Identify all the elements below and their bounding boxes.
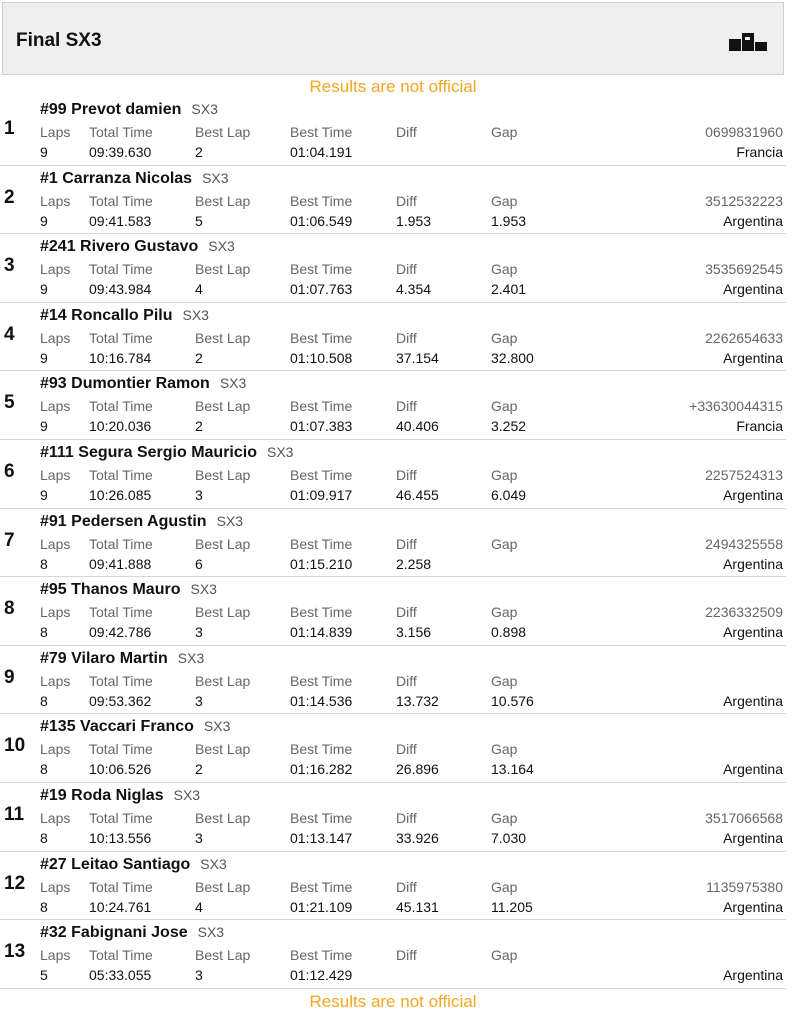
best-time-value: 01:06.549	[290, 212, 353, 229]
laps-label: Laps	[40, 741, 71, 758]
rider-name	[40, 101, 218, 119]
position: 8	[4, 598, 15, 620]
best-lap-value: 2	[195, 144, 203, 160]
best-lap-value: 3	[195, 967, 203, 984]
class-badge: SX3	[219, 375, 247, 392]
position: 4	[4, 323, 15, 345]
best-time-value: 01:21.109	[290, 898, 353, 915]
best-time-label: Best Time	[290, 192, 353, 209]
result-row[interactable]	[0, 371, 786, 440]
class-badge: SX3	[190, 581, 217, 598]
result-row[interactable]	[0, 234, 786, 303]
total-time-value: 10:26.085	[89, 486, 152, 503]
rider-name-text: #19 Roda Niglas	[40, 786, 164, 804]
gap-label: Gap	[491, 672, 518, 689]
diff-label: Diff	[396, 398, 417, 415]
result-row[interactable]	[0, 577, 786, 646]
laps-value: 9	[40, 144, 48, 160]
position: 12	[4, 872, 26, 894]
diff-label: Diff	[396, 672, 417, 689]
gap-label: Gap	[491, 124, 518, 140]
best-lap-value: 4	[195, 281, 203, 298]
best-time-label: Best Time	[290, 329, 353, 346]
total-time-value: 10:06.526	[89, 761, 152, 778]
total-time-value: 09:41.888	[89, 555, 152, 572]
best-lap-value: 3	[195, 692, 203, 709]
best-time-value: 01:10.508	[290, 349, 353, 366]
best-lap-value: 2	[195, 349, 203, 366]
laps-value: 8	[40, 761, 48, 778]
podium-icon[interactable]	[725, 31, 771, 53]
total-time-label: Total Time	[89, 878, 153, 895]
total-time-value: 05:33.055	[89, 967, 152, 984]
header-bar	[2, 2, 784, 75]
gap-label: Gap	[491, 809, 518, 826]
laps-label: Laps	[40, 398, 71, 415]
country: Argentina	[723, 555, 783, 572]
diff-value: 33.926	[396, 829, 439, 846]
total-time-label: Total Time	[89, 672, 153, 689]
total-time-value: 09:41.583	[89, 212, 152, 229]
total-time-value: 09:39.630	[89, 144, 152, 160]
result-row[interactable]	[0, 646, 786, 715]
position: 9	[4, 666, 15, 688]
diff-value: 2.258	[396, 555, 432, 572]
best-time-value: 01:12.429	[290, 967, 353, 984]
best-lap-value: 6	[195, 555, 203, 572]
class-badge: SX3	[177, 649, 205, 666]
diff-label: Diff	[396, 741, 417, 758]
laps-value: 9	[40, 281, 48, 298]
country: Argentina	[723, 349, 783, 366]
rider-name	[40, 375, 246, 393]
laps-value: 8	[40, 829, 48, 846]
laps-value: 9	[40, 486, 48, 503]
best-lap-label: Best Lap	[195, 329, 251, 346]
best-lap-label: Best Lap	[195, 466, 251, 483]
best-time-value: 01:09.917	[290, 486, 353, 503]
best-time-label: Best Time	[290, 535, 353, 552]
gap-value: 2.401	[491, 281, 527, 298]
position: 7	[4, 529, 15, 551]
gap-label: Gap	[491, 466, 518, 483]
rider-name	[40, 307, 209, 325]
best-lap-value: 3	[195, 624, 203, 641]
country: Argentina	[723, 761, 783, 778]
gap-label: Gap	[491, 604, 518, 621]
total-time-label: Total Time	[89, 741, 153, 758]
diff-label: Diff	[396, 535, 417, 552]
best-time-label: Best Time	[290, 947, 353, 964]
result-row[interactable]	[0, 97, 786, 166]
gap-label: Gap	[491, 192, 518, 209]
phone-number: 0699831960	[705, 124, 783, 140]
laps-value: 8	[40, 898, 48, 915]
gap-value: 6.049	[491, 486, 527, 503]
total-time-label: Total Time	[89, 192, 153, 209]
best-time-label: Best Time	[290, 741, 353, 758]
best-lap-value: 3	[195, 829, 203, 846]
rider-name-text: #79 Vilaro Martin	[40, 649, 168, 667]
diff-label: Diff	[396, 329, 417, 346]
best-lap-value: 2	[195, 418, 203, 435]
rider-name	[40, 787, 200, 805]
result-row[interactable]	[0, 509, 786, 578]
best-lap-label: Best Lap	[195, 535, 251, 552]
diff-label: Diff	[396, 809, 417, 826]
unofficial-notice-bottom: Results are not official	[309, 992, 477, 1011]
best-lap-label: Best Lap	[195, 672, 251, 689]
best-time-value: 01:04.191	[290, 144, 353, 160]
laps-value: 8	[40, 692, 48, 709]
phone-number: 1135975380	[706, 878, 783, 895]
rider-name	[40, 718, 230, 736]
gap-value: 11.205	[491, 898, 533, 915]
best-lap-label: Best Lap	[195, 604, 251, 621]
best-time-value: 01:14.839	[290, 624, 353, 641]
laps-value: 8	[40, 555, 48, 572]
phone-number: 2494325558	[705, 535, 783, 552]
total-time-label: Total Time	[89, 604, 153, 621]
phone-number: 3535692545	[705, 261, 783, 278]
result-row[interactable]	[0, 852, 786, 921]
laps-value: 9	[40, 212, 48, 229]
gap-value: 0.898	[491, 624, 527, 641]
class-badge: SX3	[173, 786, 201, 803]
total-time-value: 10:24.761	[89, 898, 152, 915]
class-badge: SX3	[182, 306, 209, 323]
rider-name	[40, 238, 235, 256]
total-time-label: Total Time	[89, 809, 153, 826]
best-lap-label: Best Lap	[195, 398, 251, 415]
gap-value: 10.576	[491, 692, 534, 709]
diff-value: 45.131	[396, 898, 439, 915]
gap-label: Gap	[491, 878, 518, 895]
best-time-label: Best Time	[290, 124, 353, 140]
best-time-label: Best Time	[290, 466, 353, 483]
best-lap-label: Best Lap	[195, 192, 251, 209]
gap-value: 1.953	[491, 212, 527, 229]
rider-name-text: #27 Leitao Santiago	[40, 855, 191, 873]
rider-name-text: #241 Rivero Gustavo	[40, 238, 199, 256]
laps-label: Laps	[40, 466, 71, 483]
rider-name	[40, 170, 229, 188]
rider-name	[40, 581, 217, 599]
rider-name-text: #95 Thanos Mauro	[40, 581, 181, 599]
diff-value: 3.156	[396, 624, 432, 641]
laps-label: Laps	[40, 809, 71, 826]
position: 6	[4, 460, 15, 482]
position: 5	[4, 392, 15, 414]
rider-name	[40, 513, 243, 531]
best-time-value: 01:15.210	[290, 555, 353, 572]
country: Francia	[736, 144, 783, 160]
laps-label: Laps	[40, 672, 71, 689]
country: Francia	[736, 418, 783, 435]
phone-number: 2262654633	[705, 329, 783, 346]
best-time-value: 01:07.763	[290, 281, 353, 298]
best-lap-value: 2	[195, 761, 203, 778]
results-list	[0, 97, 786, 989]
total-time-label: Total Time	[89, 535, 153, 552]
rider-name	[40, 924, 224, 942]
total-time-label: Total Time	[89, 466, 153, 483]
page-title: Final SX3	[16, 30, 102, 51]
class-badge: SX3	[200, 855, 227, 872]
class-badge: SX3	[266, 443, 294, 460]
laps-label: Laps	[40, 604, 71, 621]
position: 3	[4, 255, 15, 277]
diff-label: Diff	[396, 124, 417, 140]
laps-label: Laps	[40, 535, 71, 552]
class-badge: SX3	[216, 512, 244, 529]
best-lap-label: Best Lap	[195, 124, 251, 140]
result-row[interactable]	[0, 783, 786, 852]
total-time-label: Total Time	[89, 261, 153, 278]
country: Argentina	[723, 829, 783, 846]
laps-label: Laps	[40, 947, 71, 964]
total-time-value: 09:53.362	[89, 692, 152, 709]
rider-name-text: #111 Segura Sergio Mauricio	[40, 443, 257, 461]
rider-name-text: #135 Vaccari Franco	[40, 718, 194, 736]
total-time-value: 10:20.036	[89, 418, 152, 435]
diff-value: 40.406	[396, 418, 439, 435]
gap-value: 3.252	[491, 418, 527, 435]
class-badge: SX3	[197, 924, 225, 941]
result-row[interactable]	[0, 440, 786, 509]
gap-value: 7.030	[491, 829, 527, 846]
diff-label: Diff	[396, 947, 417, 964]
gap-label: Gap	[491, 398, 518, 415]
diff-value: 1.953	[396, 212, 432, 229]
gap-label: Gap	[491, 535, 518, 552]
phone-number: 3517066568	[705, 809, 783, 826]
total-time-label: Total Time	[89, 124, 153, 140]
country: Argentina	[723, 692, 783, 709]
gap-value: 13.164	[491, 761, 534, 778]
laps-value: 5	[40, 967, 48, 984]
class-badge: SX3	[208, 238, 235, 255]
laps-value: 8	[40, 624, 48, 641]
best-lap-value: 3	[195, 486, 203, 503]
diff-value: 13.732	[396, 692, 439, 709]
best-lap-label: Best Lap	[195, 809, 251, 826]
position: 2	[4, 186, 15, 208]
total-time-value: 10:16.784	[89, 349, 152, 366]
country: Argentina	[723, 281, 783, 298]
phone-number: 2236332509	[705, 604, 783, 621]
total-time-value: 10:13.556	[89, 829, 152, 846]
diff-label: Diff	[396, 192, 417, 209]
total-time-label: Total Time	[89, 947, 153, 964]
rider-name	[40, 856, 227, 874]
laps-label: Laps	[40, 124, 71, 140]
rider-name-text: #93 Dumontier Ramon	[40, 375, 210, 393]
diff-value: 26.896	[396, 761, 439, 778]
total-time-label: Total Time	[89, 329, 153, 346]
laps-label: Laps	[40, 878, 71, 895]
best-lap-label: Best Lap	[195, 261, 251, 278]
phone-number: 3512532223	[705, 192, 783, 209]
rider-name-text: #32 Fabignani Jose	[40, 924, 188, 942]
best-time-value: 01:07.383	[290, 418, 353, 435]
country: Argentina	[723, 967, 783, 984]
phone-number: +33630044315	[689, 398, 783, 415]
diff-value: 46.455	[396, 486, 439, 503]
total-time-value: 09:43.984	[89, 281, 152, 298]
country: Argentina	[723, 624, 783, 641]
best-time-label: Best Time	[290, 604, 353, 621]
result-row[interactable]	[0, 714, 786, 783]
laps-label: Laps	[40, 261, 71, 278]
result-row[interactable]	[0, 166, 786, 235]
rider-name-text: #91 Pedersen Agustin	[40, 512, 207, 530]
country: Argentina	[723, 212, 783, 229]
class-badge: SX3	[203, 718, 231, 735]
best-lap-label: Best Lap	[195, 741, 251, 758]
result-row[interactable]	[0, 303, 786, 372]
best-lap-value: 5	[195, 212, 203, 229]
best-lap-value: 4	[195, 898, 203, 915]
gap-label: Gap	[491, 741, 518, 758]
total-time-value: 09:42.786	[89, 624, 152, 641]
position: 10	[4, 735, 26, 757]
best-time-label: Best Time	[290, 809, 353, 826]
gap-label: Gap	[491, 947, 518, 964]
gap-value: 32.800	[491, 349, 534, 366]
position: 1	[4, 118, 15, 139]
best-lap-label: Best Lap	[195, 878, 251, 895]
class-badge: SX3	[202, 169, 229, 186]
position: 11	[4, 803, 25, 825]
laps-value: 9	[40, 349, 48, 366]
gap-label: Gap	[491, 261, 518, 278]
total-time-label: Total Time	[89, 398, 153, 415]
diff-label: Diff	[396, 604, 417, 621]
rider-name-text: #99 Prevot damien	[40, 101, 182, 118]
diff-label: Diff	[396, 261, 417, 278]
best-time-label: Best Time	[290, 261, 353, 278]
best-lap-label: Best Lap	[195, 947, 251, 964]
best-time-value: 01:13.147	[290, 829, 353, 846]
class-badge: SX3	[191, 101, 218, 117]
country: Argentina	[723, 898, 783, 915]
laps-label: Laps	[40, 192, 71, 209]
diff-value: 37.154	[396, 349, 439, 366]
gap-label: Gap	[491, 329, 518, 346]
country: Argentina	[723, 486, 783, 503]
best-time-label: Best Time	[290, 398, 353, 415]
rider-name	[40, 650, 204, 668]
best-time-value: 01:14.536	[290, 692, 353, 709]
rider-name-text: #1 Carranza Nicolas	[40, 169, 193, 187]
result-row[interactable]	[0, 920, 786, 989]
diff-label: Diff	[396, 878, 417, 895]
unofficial-notice-top: Results are not official	[309, 77, 477, 96]
rider-name	[40, 444, 293, 462]
phone-number: 2257524313	[705, 466, 783, 483]
position: 13	[4, 941, 26, 963]
best-time-label: Best Time	[290, 672, 353, 689]
laps-label: Laps	[40, 329, 71, 346]
rider-name-text: #14 Roncallo Pilu	[40, 306, 173, 324]
diff-label: Diff	[396, 466, 417, 483]
best-time-label: Best Time	[290, 878, 353, 895]
best-time-value: 01:16.282	[290, 761, 353, 778]
laps-value: 9	[40, 418, 48, 435]
diff-value: 4.354	[396, 281, 432, 298]
